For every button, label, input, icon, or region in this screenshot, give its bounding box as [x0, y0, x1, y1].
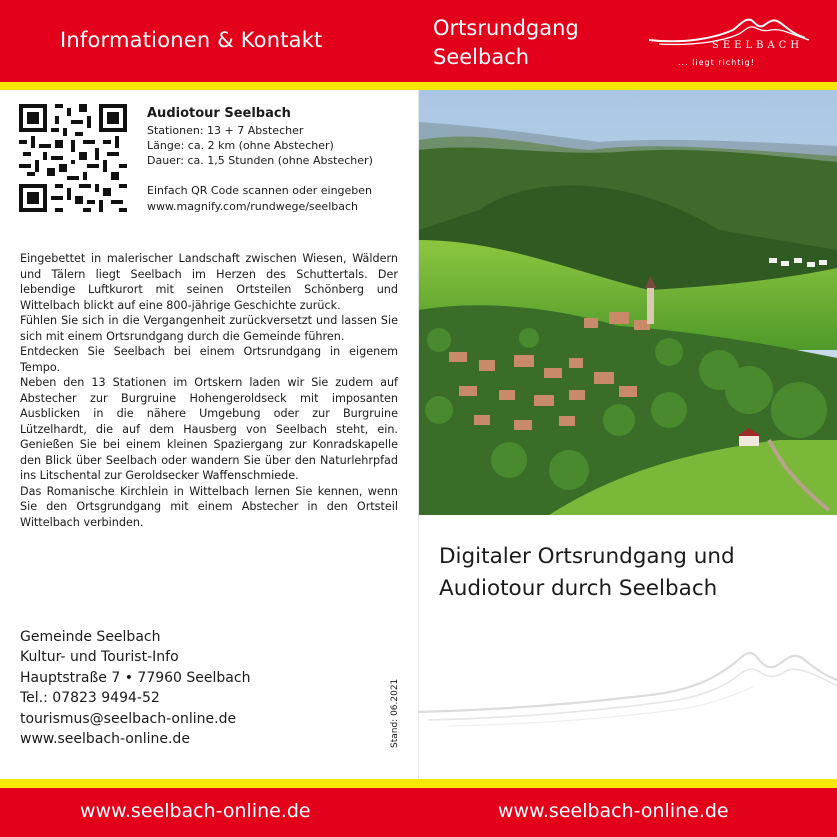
logo-wordmark: SEELBACH: [712, 40, 804, 51]
intro-paragraph: Neben den 13 Stationen im Ortskern laden wir Sie zudem auf Abstecher zur Burgruine Hohengeroldseck mit imposanten Ausblicken in die nähere Umgebung oder zur Burgruine Lützelhardt, die auf dem Hausberg von Seelbach steht, ein. Genießen Sie bei einem kleinen Spaziergang zur Konradskapelle den Blick über Seelbach oder wandern Sie über den Naturlehrpfad ins Litschental zur Geroldsecker Waffenschmiede.: [20, 376, 398, 482]
intro-paragraph: Entdecken Sie Seelbach bei einem Ortsrundgang in eigenem Tempo.: [20, 345, 398, 374]
footer-left-url[interactable]: www.seelbach-online.de: [80, 800, 311, 822]
village-landscape-photo: [419, 90, 837, 515]
brochure-title-line2: Audiotour durch Seelbach: [439, 576, 718, 601]
audiotour-length: Länge: ca. 2 km (ohne Abstecher): [147, 139, 334, 152]
audiotour-url[interactable]: www.magnify.com/rundwege/seelbach: [147, 200, 358, 213]
contact-phone: Tel.: 07823 9494-52: [20, 690, 160, 707]
logo-tagline: ... liegt richtig!: [678, 58, 755, 67]
intro-paragraph: Eingebettet in malerischer Landschaft zwischen Wiesen, Wäldern und Tälern liegt Seelbach im Herzen des Schuttertals. Der lebendige Luftkurort mit seinen Ortsteilen Schönberg und Wittelbach blickt auf eine 800-jährige Geschichte zurück.: [20, 252, 398, 312]
footer-right-url[interactable]: www.seelbach-online.de: [498, 800, 729, 822]
intro-paragraph: Das Romanische Kirchlein in Wittelbach lernen Sie kennen, wenn Sie den Ortsgrundgang mit einem Abstecher in den Ortsteil Wittelbach verbinden.: [20, 484, 398, 529]
contact-block: [20, 627, 250, 749]
header-mid-title-line2: Seelbach: [433, 45, 530, 69]
intro-paragraph: Fühlen Sie sich in die Vergangenheit zurückversetzt und lassen Sie sich mit einem Ortsrundgang durch die Gemeinde führen.: [20, 314, 398, 343]
contact-address: Hauptstraße 7 • 77960 Seelbach: [20, 669, 251, 686]
audiotour-duration: Dauer: ca. 1,5 Stunden (ohne Abstecher): [147, 154, 373, 167]
contact-email[interactable]: tourismus@seelbach-online.de: [20, 710, 237, 727]
audiotour-qr-hint: Einfach QR Code scannen oder eingeben: [147, 184, 373, 197]
stand-date: Stand: 06.2021: [390, 678, 400, 748]
contact-department: Kultur- und Tourist-Info: [20, 649, 179, 666]
contact-website[interactable]: www.seelbach-online.de: [20, 731, 190, 748]
audiotour-title: Audiotour Seelbach: [147, 106, 291, 121]
header-mid-title: [433, 14, 579, 72]
brochure-title: [439, 541, 735, 605]
header-stripe: [0, 82, 837, 90]
intro-text: [20, 251, 398, 530]
footer-stripe: [0, 779, 837, 788]
audiotour-stations: Stationen: 13 + 7 Abstecher: [147, 124, 304, 137]
header-mid-title-line1: Ortsrundgang: [433, 16, 579, 40]
brochure-title-line1: Digitaler Ortsrundgang und: [439, 544, 735, 569]
mountain-swoosh-icon: [418, 640, 837, 730]
contact-org: Gemeinde Seelbach: [20, 629, 161, 645]
qr-code-icon: [19, 104, 127, 212]
header-left-title: Informationen & Kontakt: [60, 28, 323, 52]
